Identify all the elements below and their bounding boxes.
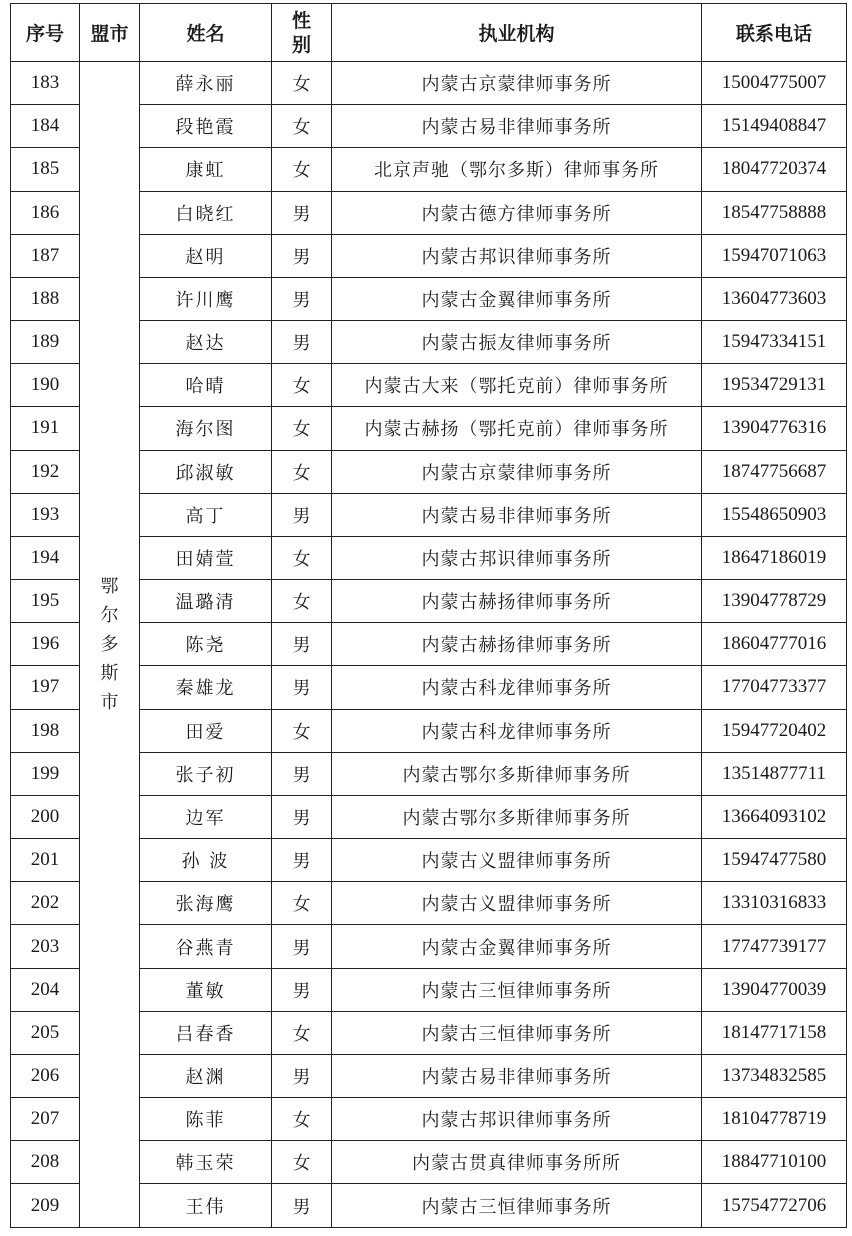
row-index: 200 (11, 795, 80, 838)
lawyer-name: 张海鹰 (140, 882, 272, 925)
phone-number: 15947071063 (702, 234, 847, 277)
lawyer-gender: 女 (272, 1098, 332, 1141)
city-char: 斯 (100, 663, 119, 684)
row-index: 188 (11, 277, 80, 320)
roster-body (11, 62, 847, 1228)
row-index: 202 (11, 882, 80, 925)
law-firm: 内蒙古赫扬律师事务所 (332, 623, 702, 666)
row-index: 201 (11, 839, 80, 882)
lawyer-gender: 女 (272, 148, 332, 191)
row-index: 183 (11, 62, 80, 105)
lawyer-gender: 女 (272, 536, 332, 579)
header-name: 姓名 (140, 4, 272, 62)
header-city: 盟市 (80, 4, 140, 62)
law-firm: 内蒙古三恒律师事务所 (332, 1011, 702, 1054)
phone-number: 13664093102 (702, 795, 847, 838)
phone-number: 18104778719 (702, 1098, 847, 1141)
phone-number: 18747756687 (702, 450, 847, 493)
lawyer-gender: 男 (272, 1054, 332, 1097)
table-header-row (11, 4, 847, 62)
law-firm: 北京声驰（鄂尔多斯）律师事务所 (332, 148, 702, 191)
law-firm: 内蒙古金翼律师事务所 (332, 277, 702, 320)
phone-number: 13904776316 (702, 407, 847, 450)
lawyer-name: 秦雄龙 (140, 666, 272, 709)
row-index: 184 (11, 105, 80, 148)
lawyer-gender: 男 (272, 493, 332, 536)
lawyer-gender: 女 (272, 1011, 332, 1054)
lawyer-name: 谷燕青 (140, 925, 272, 968)
lawyer-name: 海尔图 (140, 407, 272, 450)
row-index: 209 (11, 1184, 80, 1228)
header-organization: 执业机构 (332, 4, 702, 62)
law-firm: 内蒙古义盟律师事务所 (332, 882, 702, 925)
header-phone: 联系电话 (702, 4, 847, 62)
row-index: 206 (11, 1054, 80, 1097)
row-index: 199 (11, 752, 80, 795)
header-gender (272, 4, 332, 62)
lawyer-name: 薛永丽 (140, 62, 272, 105)
lawyer-name: 白晓红 (140, 191, 272, 234)
lawyer-name: 哈晴 (140, 364, 272, 407)
phone-number: 18604777016 (702, 623, 847, 666)
row-index: 203 (11, 925, 80, 968)
lawyer-gender: 女 (272, 364, 332, 407)
row-index: 195 (11, 580, 80, 623)
law-firm: 内蒙古邦识律师事务所 (332, 536, 702, 579)
law-firm: 内蒙古科龙律师事务所 (332, 666, 702, 709)
table-row (11, 62, 847, 105)
law-firm: 内蒙古赫扬（鄂托克前）律师事务所 (332, 407, 702, 450)
law-firm: 内蒙古科龙律师事务所 (332, 709, 702, 752)
phone-number: 18547758888 (702, 191, 847, 234)
lawyer-name: 赵明 (140, 234, 272, 277)
phone-number: 15754772706 (702, 1184, 847, 1228)
phone-number: 18847710100 (702, 1141, 847, 1184)
city-char: 鄂 (100, 576, 119, 597)
row-index: 194 (11, 536, 80, 579)
lawyer-gender: 女 (272, 709, 332, 752)
lawyer-name: 陈菲 (140, 1098, 272, 1141)
law-firm: 内蒙古鄂尔多斯律师事务所 (332, 752, 702, 795)
phone-number: 13904770039 (702, 968, 847, 1011)
law-firm: 内蒙古易非律师事务所 (332, 493, 702, 536)
lawyer-gender: 女 (272, 1141, 332, 1184)
header-gender-bottom: 别 (291, 33, 311, 56)
law-firm: 内蒙古邦识律师事务所 (332, 1098, 702, 1141)
lawyer-name: 田婧萱 (140, 536, 272, 579)
city-cell (80, 62, 140, 1228)
law-firm: 内蒙古振友律师事务所 (332, 321, 702, 364)
lawyer-gender: 女 (272, 105, 332, 148)
law-firm: 内蒙古义盟律师事务所 (332, 839, 702, 882)
lawyer-gender: 女 (272, 62, 332, 105)
row-index: 198 (11, 709, 80, 752)
lawyer-name: 吕春香 (140, 1011, 272, 1054)
phone-number: 17747739177 (702, 925, 847, 968)
row-index: 207 (11, 1098, 80, 1141)
lawyer-name: 许川鹰 (140, 277, 272, 320)
lawyer-name: 段艳霞 (140, 105, 272, 148)
lawyer-gender: 男 (272, 623, 332, 666)
law-firm: 内蒙古京蒙律师事务所 (332, 62, 702, 105)
law-firm: 内蒙古德方律师事务所 (332, 191, 702, 234)
law-firm: 内蒙古邦识律师事务所 (332, 234, 702, 277)
phone-number: 17704773377 (702, 666, 847, 709)
row-index: 187 (11, 234, 80, 277)
lawyer-gender: 男 (272, 925, 332, 968)
row-index: 190 (11, 364, 80, 407)
row-index: 204 (11, 968, 80, 1011)
lawyer-gender: 男 (272, 752, 332, 795)
lawyer-gender: 男 (272, 321, 332, 364)
city-char: 多 (100, 634, 119, 655)
law-firm: 内蒙古金翼律师事务所 (332, 925, 702, 968)
phone-number: 15149408847 (702, 105, 847, 148)
phone-number: 13904778729 (702, 580, 847, 623)
law-firm: 内蒙古大来（鄂托克前）律师事务所 (332, 364, 702, 407)
lawyer-gender: 男 (272, 277, 332, 320)
law-firm: 内蒙古鄂尔多斯律师事务所 (332, 795, 702, 838)
phone-number: 13734832585 (702, 1054, 847, 1097)
row-index: 205 (11, 1011, 80, 1054)
lawyer-gender: 男 (272, 795, 332, 838)
row-index: 197 (11, 666, 80, 709)
lawyer-name: 邱淑敏 (140, 450, 272, 493)
lawyer-name: 韩玉荣 (140, 1141, 272, 1184)
lawyer-name: 董敏 (140, 968, 272, 1011)
lawyer-gender: 男 (272, 234, 332, 277)
phone-number: 15947477580 (702, 839, 847, 882)
lawyer-name: 王伟 (140, 1184, 272, 1228)
row-index: 191 (11, 407, 80, 450)
lawyer-name: 陈尧 (140, 623, 272, 666)
phone-number: 18647186019 (702, 536, 847, 579)
law-firm: 内蒙古贯真律师事务所所 (332, 1141, 702, 1184)
phone-number: 13514877711 (702, 752, 847, 795)
law-firm: 内蒙古京蒙律师事务所 (332, 450, 702, 493)
lawyer-gender: 男 (272, 839, 332, 882)
row-index: 192 (11, 450, 80, 493)
lawyer-gender: 男 (272, 666, 332, 709)
law-firm: 内蒙古三恒律师事务所 (332, 1184, 702, 1228)
phone-number: 15947334151 (702, 321, 847, 364)
law-firm: 内蒙古赫扬律师事务所 (332, 580, 702, 623)
lawyer-roster-table (10, 3, 847, 1228)
lawyer-name: 康虹 (140, 148, 272, 191)
law-firm: 内蒙古易非律师事务所 (332, 105, 702, 148)
header-index: 序号 (11, 4, 80, 62)
city-char: 尔 (100, 605, 119, 626)
lawyer-gender: 女 (272, 580, 332, 623)
lawyer-gender: 女 (272, 882, 332, 925)
header-gender-top: 性 (291, 9, 311, 32)
phone-number: 15947720402 (702, 709, 847, 752)
lawyer-name: 边军 (140, 795, 272, 838)
row-index: 193 (11, 493, 80, 536)
phone-number: 15004775007 (702, 62, 847, 105)
lawyer-name: 田爱 (140, 709, 272, 752)
phone-number: 18147717158 (702, 1011, 847, 1054)
lawyer-name: 孙 波 (140, 839, 272, 882)
lawyer-name: 张子初 (140, 752, 272, 795)
lawyer-gender: 男 (272, 1184, 332, 1228)
law-firm: 内蒙古三恒律师事务所 (332, 968, 702, 1011)
phone-number: 13604773603 (702, 277, 847, 320)
row-index: 185 (11, 148, 80, 191)
phone-number: 13310316833 (702, 882, 847, 925)
law-firm: 内蒙古易非律师事务所 (332, 1054, 702, 1097)
row-index: 186 (11, 191, 80, 234)
row-index: 189 (11, 321, 80, 364)
lawyer-gender: 男 (272, 968, 332, 1011)
lawyer-gender: 男 (272, 191, 332, 234)
phone-number: 15548650903 (702, 493, 847, 536)
phone-number: 19534729131 (702, 364, 847, 407)
lawyer-name: 赵达 (140, 321, 272, 364)
row-index: 196 (11, 623, 80, 666)
lawyer-name: 高丁 (140, 493, 272, 536)
phone-number: 18047720374 (702, 148, 847, 191)
lawyer-gender: 女 (272, 407, 332, 450)
lawyer-name: 赵渊 (140, 1054, 272, 1097)
lawyer-gender: 女 (272, 450, 332, 493)
row-index: 208 (11, 1141, 80, 1184)
city-char: 市 (100, 692, 119, 713)
lawyer-name: 温璐清 (140, 580, 272, 623)
